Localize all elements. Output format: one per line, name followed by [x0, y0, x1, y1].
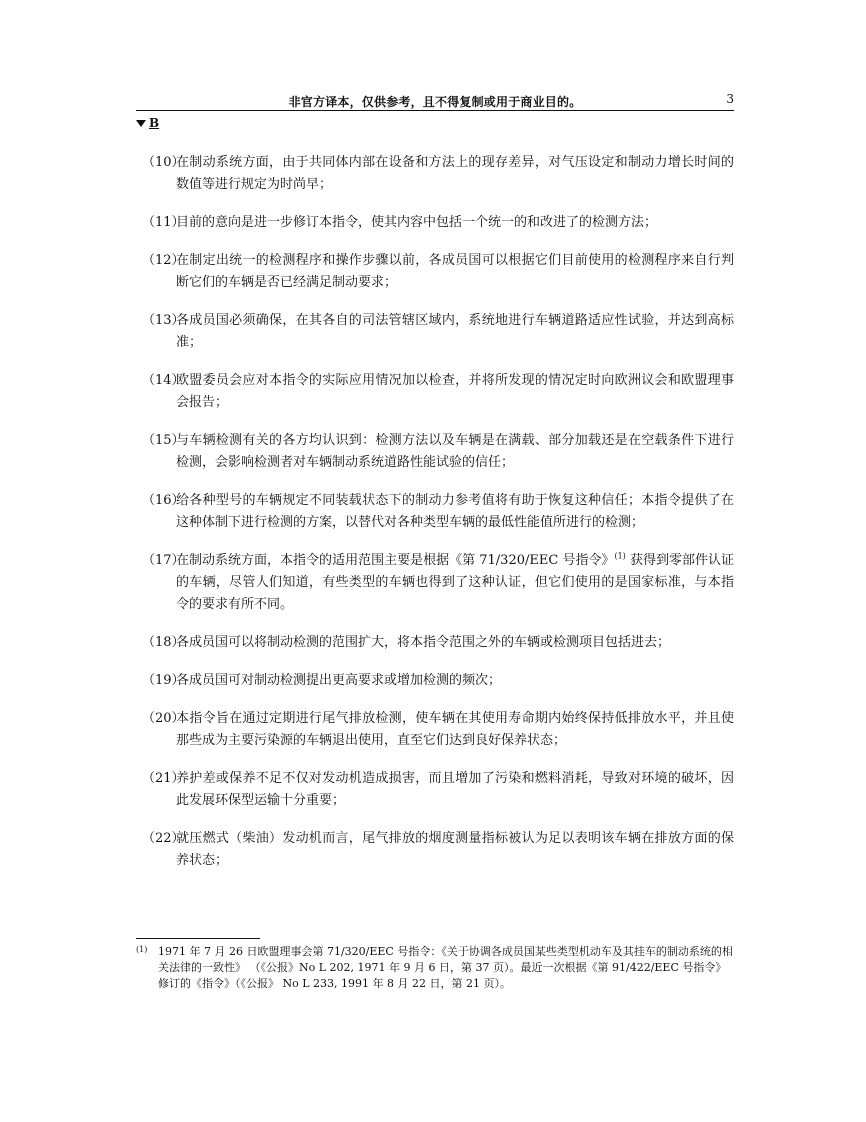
- recital-item: [142, 152, 734, 196]
- recital-item: [142, 310, 734, 354]
- recital-item: [142, 370, 734, 414]
- footnote-text: 1971 年 7 月 26 日欧盟理事会第 71/320/EEC 号指令：《关于协调各成员国某些类型机动车及其挂车的制动系统的相关法律的一致性》 （《公报》No L 202, 1971 年 9 月 6 日，第 37 页）。最近一次根据《第 91/422/EEC 号指令》修订的《指令》（《公报》 No L 233, 1991 年 8 月 22 日，第 21 页）。: [158, 945, 733, 990]
- recital-item: [142, 670, 734, 692]
- recital-number: （19）: [142, 673, 185, 688]
- footnote: [136, 944, 734, 992]
- recital-number: （15）: [142, 433, 185, 448]
- footnote-divider: [136, 938, 260, 939]
- page-header: [136, 92, 734, 111]
- recital-item: [142, 828, 734, 872]
- recital-number: （11）: [142, 215, 185, 230]
- recital-text: 与车辆检测有关的各方均认识到：检测方法以及车辆是在满载、部分加载还是在空载条件下进行检测，会影响检测者对车辆制动系统道路性能试验的信任；: [176, 433, 734, 470]
- recital-number: （22）: [142, 831, 185, 846]
- amendment-marker: [136, 116, 159, 130]
- recital-text: 给各种型号的车辆规定不同装载状态下的制动力参考值将有助于恢复这种信任；本指令提供了在这种体制下进行检测的方案，以替代对各种类型车辆的最低性能值所进行的检测；: [176, 493, 734, 530]
- recital-item: [142, 250, 734, 294]
- recital-text: 养护差或保养不足不仅对发动机造成损害，而且增加了污染和燃料消耗，导致对环境的破坏，因此发展环保型运输十分重要；: [176, 771, 734, 808]
- recital-number: （20）: [142, 711, 185, 726]
- recital-item: [142, 708, 734, 752]
- recital-text: 在制定出统一的检测程序和操作步骤以前，各成员国可以根据它们目前使用的检测程序来自行判断它们的车辆是否已经满足制动要求；: [176, 253, 734, 290]
- recital-item: [142, 490, 734, 534]
- triangle-down-icon: [136, 120, 146, 127]
- recital-text-after: 获得到零部件认证的车辆，尽管人们知道，有些类型的车辆也得到了这种认证，但它们使用的是国家标准，与本指令的要求有所不同。: [176, 553, 734, 612]
- footnote-mark: (1): [136, 945, 148, 954]
- page-number: 3: [726, 92, 734, 106]
- recital-text: 就压燃式（柴油）发动机而言，尾气排放的烟度测量指标被认为足以表明该车辆在排放方面的保养状态；: [176, 831, 734, 868]
- recital-text: 各成员国可对制动检测提出更高要求或增加检测的频次；: [176, 673, 502, 688]
- recital-text: 目前的意向是进一步修订本指令，使其内容中包括一个统一的和改进了的检测方法；: [176, 215, 658, 230]
- recital-number: （14）: [142, 373, 185, 388]
- footnote-reference[interactable]: (1): [614, 551, 626, 561]
- recital-number: （21）: [142, 771, 185, 786]
- recitals-list: [142, 152, 734, 888]
- amendment-marker-letter: B: [149, 116, 160, 130]
- header-title: 非官方译本，仅供参考，且不得复制或用于商业目的。: [288, 95, 582, 109]
- recital-item: [142, 632, 734, 654]
- recital-text: 欧盟委员会应对本指令的实际应用情况加以检查，并将所发现的情况定时向欧洲议会和欧盟理事会报告；: [176, 373, 734, 410]
- recital-text: 各成员国必须确保，在其各自的司法管辖区域内，系统地进行车辆道路适应性试验，并达到高标准；: [176, 313, 734, 350]
- recital-item: [142, 212, 734, 234]
- recital-number: （12）: [142, 253, 185, 268]
- recital-text: 各成员国可以将制动检测的范围扩大，将本指令范围之外的车辆或检测项目包括进去；: [176, 635, 671, 650]
- recital-item: [142, 768, 734, 812]
- recital-number: （13）: [142, 313, 185, 328]
- recital-number: （17）: [142, 553, 185, 568]
- recital-number: （16）: [142, 493, 185, 508]
- recital-number: （10）: [142, 155, 185, 170]
- recital-item: [142, 430, 734, 474]
- recital-number: （18）: [142, 635, 185, 650]
- recital-item: [142, 550, 734, 616]
- recital-text-before: 在制动系统方面，本指令的适用范围主要是根据《第 71/320/EEC 号指令》: [176, 553, 615, 568]
- recital-text: 本指令旨在通过定期进行尾气排放检测，使车辆在其使用寿命期内始终保持低排放水平，并且使那些成为主要污染源的车辆退出使用，直至它们达到良好保养状态；: [176, 711, 734, 748]
- recital-text: 在制动系统方面，由于共同体内部在设备和方法上的现存差异，对气压设定和制动力增长时间的数值等进行规定为时尚早；: [176, 155, 734, 192]
